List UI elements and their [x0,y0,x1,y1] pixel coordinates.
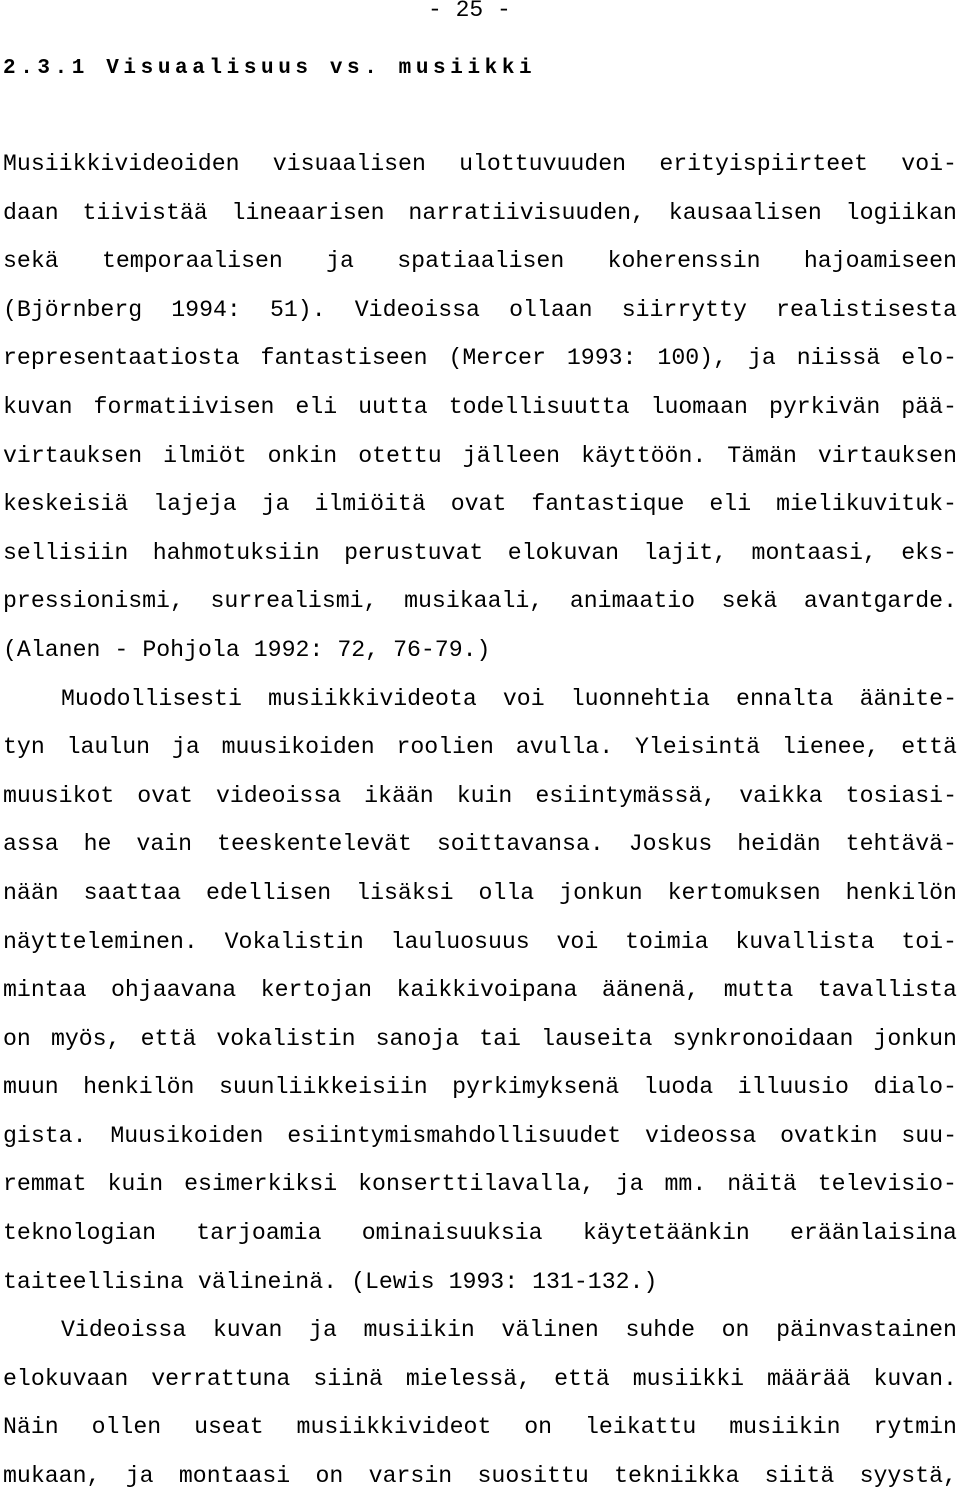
text-line: remmat kuin esimerkiksi konserttilavalla, ja mm. näitä televisio- [3,1171,957,1198]
text-line: assa he vain teeskentelevät soittavansa. Joskus heidän tehtävä- [3,831,957,858]
section-heading: 2.3.1 Visuaalisuus vs. musiikki [3,57,537,80]
text-line: teknologian tarjoamia ominaisuuksia käytetäänkin eräänlaisina [3,1220,957,1247]
text-line: gista. Muusikoiden esiintymismahdollisuudet videossa ovatkin suu- [3,1122,957,1149]
text-line: kuvan formatiivisen eli uutta todellisuutta luomaan pyrkivän pää- [3,393,957,420]
text-line: keskeisiä lajeja ja ilmiöitä ovat fantastique eli mielikuvituk- [3,491,957,518]
text-line: (Alanen - Pohjola 1992: 72, 76-79.) [3,636,491,663]
text-line: Näin ollen useat musiikkivideot on leikattu musiikin rytmin [3,1414,957,1441]
text-line: muun henkilön suunliikkeisiin pyrkimyksenä luoda illuusio dialo- [3,1074,957,1101]
text-line: virtauksen ilmiöt onkin otettu jälleen käyttöön. Tämän virtauksen [3,442,957,469]
text-line: Musiikkivideoiden visuaalisen ulottuvuuden erityispiirteet voi- [3,151,957,177]
text-line: sellisiin hahmotuksiin perustuvat elokuvan lajit, montaasi, eks- [3,539,957,566]
text-line: on myös, että vokalistin sanoja tai lauseita synkronoidaan jonkun [3,1025,957,1052]
text-line: daan tiivistää lineaarisen narratiivisuuden, kausaalisen logiikan [3,199,957,226]
text-line: nään saattaa edellisen lisäksi olla jonkun kertomuksen henkilön [3,879,957,906]
text-line: sekä temporaalisen ja spatiaalisen koherenssin hajoamiseen [3,248,957,275]
text-line: taiteellisina välineinä. (Lewis 1993: 131-132.) [3,1268,658,1295]
text-line: mintaa ohjaavana kertojan kaikkivoipana äänenä, mutta tavallista [3,977,957,1004]
body-text [3,148,957,1509]
text-line: (Björnberg 1994: 51). Videoissa ollaan siirrytty realistisesta [3,296,957,323]
text-line: mukaan, ja montaasi on varsin suosittu tekniikka siitä syystä, [3,1463,957,1490]
text-line: tyn laulun ja muusikoiden roolien avulla. Yleisintä lienee, että [3,734,957,761]
text-line: elokuvaan verrattuna siinä mielessä, että musiikki määrää kuvan. [3,1365,957,1392]
text-line: Videoissa kuvan ja musiikin välinen suhde on päinvastainen [61,1317,957,1344]
page-number: - 25 - [428,0,511,23]
text-line: pressionismi, surrealismi, musikaali, animaatio sekä avantgarde. [3,588,957,615]
text-line: Muodollisesti musiikkivideota voi luonnehtia ennalta äänite- [61,685,957,712]
text-line: muusikot ovat videoissa ikään kuin esiintymässä, vaikka tosiasi- [3,782,957,809]
text-line: representaatiosta fantastiseen (Mercer 1993: 100), ja niissä elo- [3,345,957,372]
text-line: näytteleminen. Vokalistin lauluosuus voi toimia kuvallista toi- [3,928,957,955]
